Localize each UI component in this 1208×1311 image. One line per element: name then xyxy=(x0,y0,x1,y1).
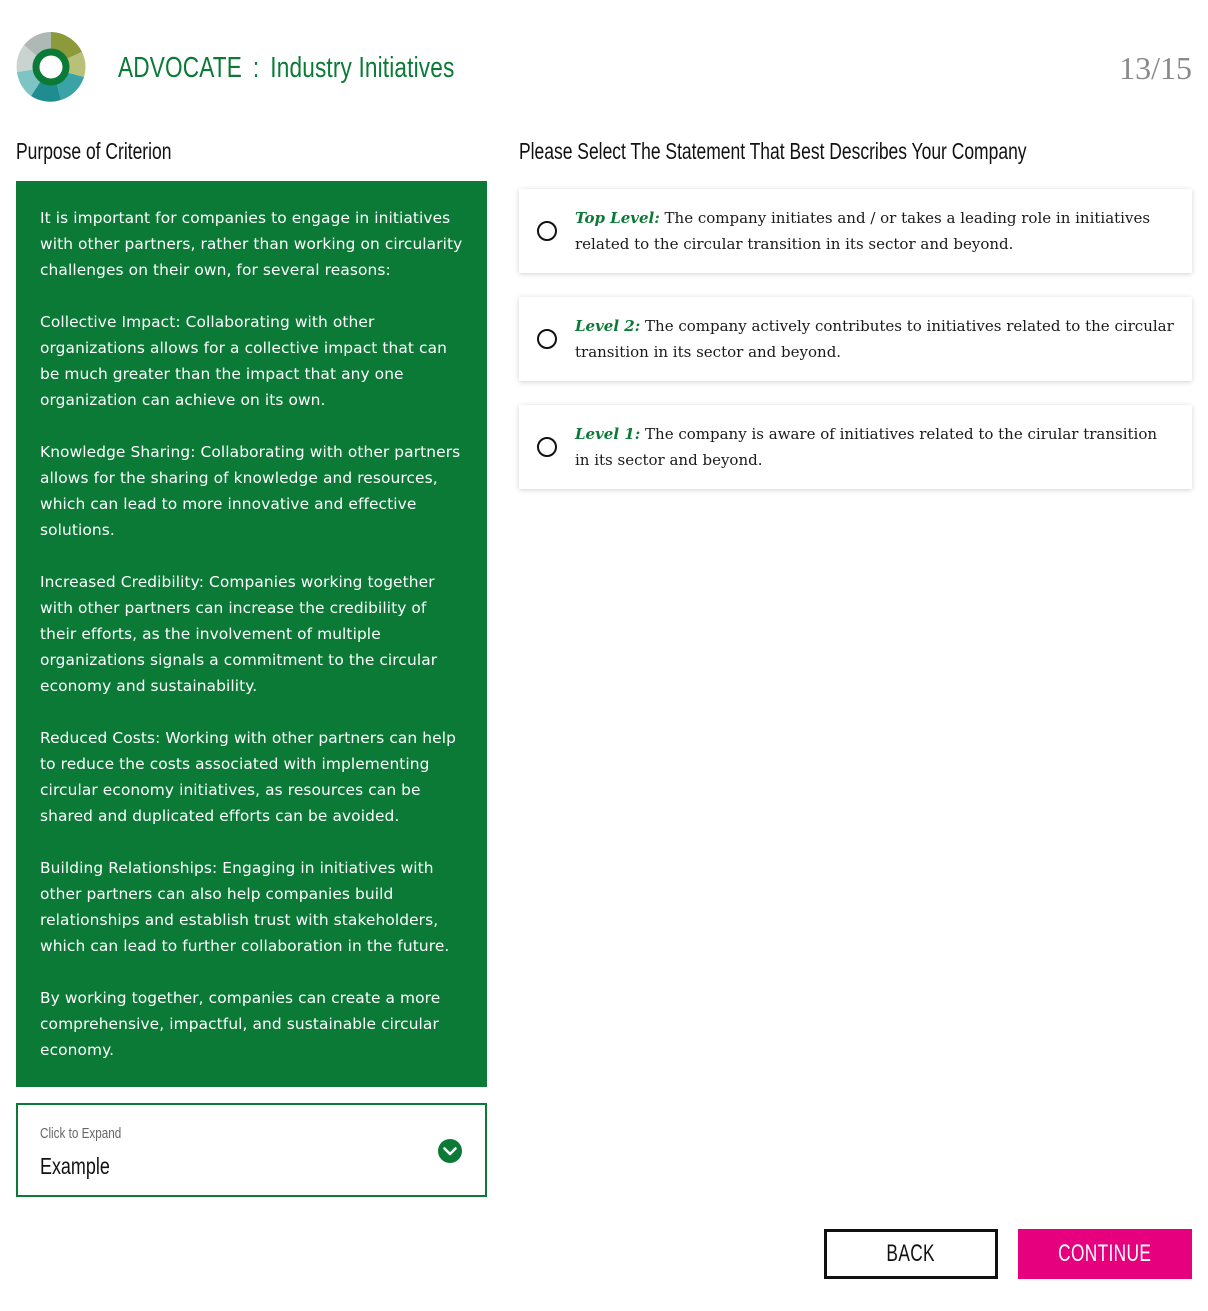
purpose-paragraph: It is important for companies to engage in initiatives with other partners, rather than working on circularity challenges on their own, for several reasons: xyxy=(40,209,463,279)
radio-button[interactable] xyxy=(537,437,557,457)
continue-button[interactable] xyxy=(1018,1229,1192,1279)
expander-label: Example xyxy=(40,1153,110,1179)
continue-button-label: CONTINUE xyxy=(1058,1240,1152,1267)
purpose-heading: Purpose of Criterion xyxy=(16,138,172,164)
purpose-paragraph: Reduced Costs: Working with other partners can help to reduce the costs associated with implementing circular economy initiatives, as resources can be shared and duplicated efforts can be avoided. xyxy=(40,729,456,825)
page-counter: 13/15 xyxy=(1119,50,1192,86)
page-title xyxy=(118,48,454,88)
option-level-label: Level 2: xyxy=(575,317,641,335)
radio-button[interactable] xyxy=(537,221,557,241)
option-level-label: Level 1: xyxy=(575,425,641,443)
purpose-panel xyxy=(16,181,487,1087)
purpose-paragraph: Building Relationships: Engaging in initiatives with other partners can also help companies build relationships and establish trust with stakeholders, which can lead to further collaboration in the future. xyxy=(40,859,450,955)
title-separator: : xyxy=(252,51,260,84)
radio-button[interactable] xyxy=(537,329,557,349)
back-button[interactable] xyxy=(824,1229,998,1279)
title-prefix: ADVOCATE xyxy=(118,51,243,84)
option-text xyxy=(575,313,1174,365)
option-level-label: Top Level: xyxy=(575,209,660,227)
purpose-paragraph: Increased Credibility: Companies working together with other partners can increase the credibility of their efforts, as the involvement of multiple organizations signals a commitment to the circular economy and sustainability. xyxy=(40,573,438,695)
title-topic: Industry Initiatives xyxy=(270,51,455,84)
purpose-paragraph: Knowledge Sharing: Collaborating with other partners allows for the sharing of knowledge and resources, which can lead to more innovative and effective solutions. xyxy=(40,443,461,539)
circular-logo-icon xyxy=(16,32,86,102)
option-text xyxy=(575,205,1174,257)
option-text xyxy=(575,421,1174,473)
purpose-paragraph: Collective Impact: Collaborating with other organizations allows for a collective impact that can be much greater than the impact that any one organization can achieve on its own. xyxy=(40,313,447,409)
select-statement-heading: Please Select The Statement That Best Describes Your Company xyxy=(519,138,1027,164)
option-description: The company is aware of initiatives related to the cirular transition in its sector and beyond. xyxy=(575,425,1158,469)
example-expander[interactable] xyxy=(16,1103,487,1197)
back-button-label: BACK xyxy=(886,1240,936,1267)
option-level-2[interactable] xyxy=(519,297,1192,381)
purpose-paragraph: By working together, companies can create a more comprehensive, impactful, and sustainable circular economy. xyxy=(40,989,441,1059)
option-level-1[interactable] xyxy=(519,405,1192,489)
expander-hint: Click to Expand xyxy=(40,1125,122,1142)
option-description: The company actively contributes to initiatives related to the circular transition in its sector and beyond. xyxy=(575,317,1174,361)
chevron-down-icon[interactable] xyxy=(437,1138,463,1164)
option-top-level[interactable] xyxy=(519,189,1192,273)
option-description: The company initiates and / or takes a leading role in initiatives related to the circular transition in its sector and beyond. xyxy=(575,209,1151,253)
